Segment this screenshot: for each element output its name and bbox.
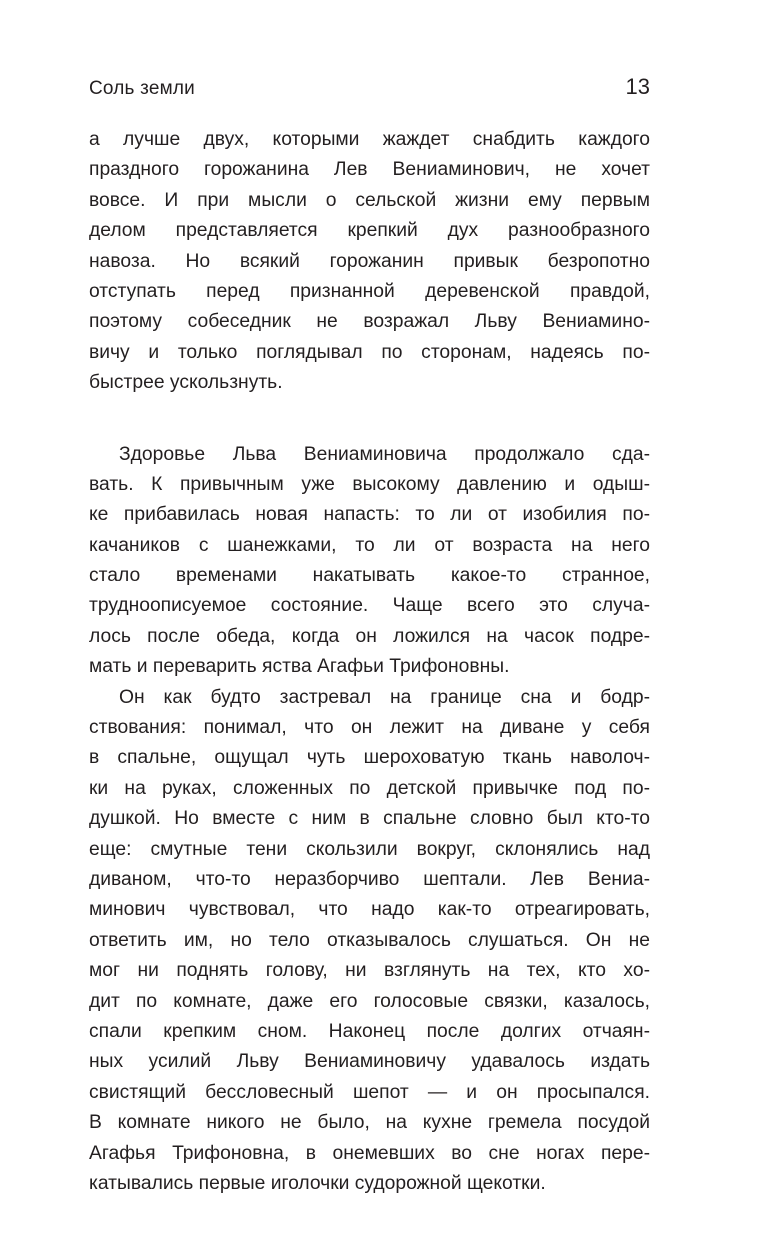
text-line: вать. К привычным уже высокому давлению и одыш- — [89, 473, 650, 495]
text-line: лось после обеда, когда он ложился на часок подре- — [89, 625, 650, 647]
text-line: ответить им, но тело отказывалось слушаться. Он не — [89, 929, 650, 951]
paragraph — [89, 683, 650, 1200]
text-line: ствования: понимал, что он лежит на диване у себя — [89, 717, 650, 739]
text-line: стало временами накатывать какое-то странное, — [89, 565, 650, 587]
text-line: дит по комнате, даже его голосовые связки, казалось, — [89, 990, 650, 1012]
text-line: ных усилий Льву Вениаминовичу удавалось издать — [89, 1051, 650, 1073]
text-line: ке прибавилась новая напасть: то ли от изобилия по- — [89, 504, 650, 526]
page-number: 13 — [625, 74, 650, 99]
body-text — [89, 125, 650, 1199]
text-line: еще: смутные тени скользили вокруг, склонялись над — [89, 838, 650, 860]
text-line: ки на руках, сложенных по детской привычке под по- — [89, 777, 650, 799]
section-break — [89, 399, 650, 440]
text-line: навоза. Но всякий горожанин привык безропотно — [89, 250, 650, 272]
paragraph — [89, 440, 650, 683]
running-head-title: Соль земли — [89, 78, 195, 99]
text-line: поэтому собеседник не возражал Льву Вениамино- — [89, 311, 650, 333]
text-line: трудноописуемое состояние. Чаще всего это случа- — [89, 595, 650, 617]
text-line: душкой. Но вместе с ним в спальне словно был кто-то — [89, 808, 650, 830]
text-line: в спальне, ощущал чуть шероховатую ткань наволоч- — [89, 747, 650, 769]
text-line: минович чувствовал, что надо как-то отреагировать, — [89, 899, 650, 921]
text-line: вичу и только поглядывал по сторонам, надеясь по- — [89, 341, 650, 363]
text-line: а лучше двух, которыми жаждет снабдить каждого — [89, 129, 650, 150]
text-line: быстрее ускользнуть. — [89, 372, 283, 394]
text-line: В комнате никого не было, на кухне гремела посудой — [89, 1112, 650, 1134]
text-line: диваном, что-то неразборчиво шептали. Лев Вениа- — [89, 868, 650, 890]
text-line: отступать перед признанной деревенской правдой, — [89, 280, 650, 302]
text-line: Здоровье Льва Вениаминовича продолжало сда- — [119, 443, 650, 465]
paragraph — [89, 125, 650, 399]
text-line: мать и переварить яства Агафьи Трифоновны. — [89, 656, 510, 678]
text-line: качаников с шанежками, то ли от возраста на него — [89, 534, 650, 556]
text-line: катывались первые иголочки судорожной щекотки. — [89, 1172, 546, 1194]
text-line: вовсе. И при мысли о сельской жизни ему первым — [89, 189, 650, 211]
text-line: Агафья Трифоновна, в онемевших во сне ногах пере- — [89, 1142, 650, 1164]
text-line: спали крепким сном. Наконец после долгих отчаян- — [89, 1020, 650, 1042]
text-line: Он как будто застревал на границе сна и бодр- — [119, 686, 650, 708]
text-line: праздного горожанина Лев Вениаминович, не хочет — [89, 159, 650, 181]
text-line: мог ни поднять голову, ни взглянуть на тех, кто хо- — [89, 960, 650, 982]
text-line: свистящий бессловесный шепот — и он просыпался. — [89, 1081, 650, 1103]
text-line: делом представляется крепкий дух разнообразного — [89, 220, 650, 242]
